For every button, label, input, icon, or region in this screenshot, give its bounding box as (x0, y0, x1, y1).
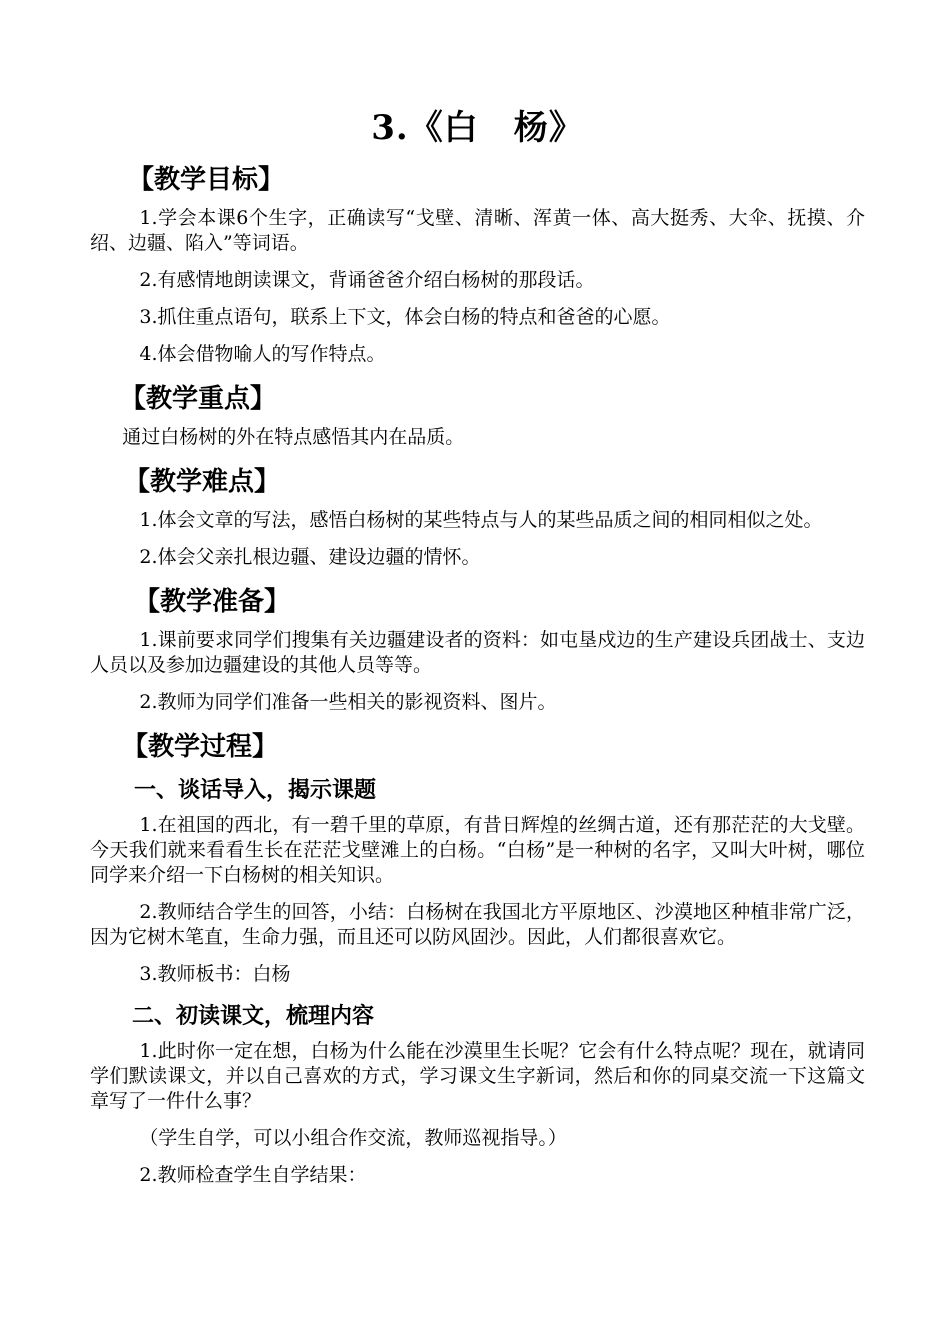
difficulty-item: 1.体会文章的写法，感悟白杨树的某些特点与人的某些品质之间的相同相似之处。 (139, 509, 823, 531)
process-part2-item: 1.此时你一定在想，白杨为什么能在沙漠里生长呢？它会有什么特点呢？现在，就请同学们默读课文，并以自己喜欢的方式，学习课文生字新词，然后和你的同桌交流一下这篇文章写了一件什么事？ (90, 1040, 865, 1112)
process-part2-item: 2.教师检查学生自学结果： (139, 1164, 367, 1186)
preparation-item: 2.教师为同学们准备一些相关的影视资料、图片。 (139, 691, 557, 713)
objectives-heading: 【教学目标】 (128, 165, 285, 195)
key-points-heading: 【教学重点】 (120, 384, 277, 414)
objective-item: 4.体会借物喻人的写作特点。 (139, 343, 386, 365)
process-part2-heading: 二、初读课文，梳理内容 (132, 1004, 375, 1029)
process-part1-item: 3.教师板书：白杨 (139, 963, 291, 985)
process-part1-heading: 一、谈话导入，揭示课题 (134, 778, 377, 803)
process-part2-item: （学生自学，可以小组合作交流，教师巡视指导。） (139, 1127, 567, 1149)
document-page (90, 100, 865, 1200)
difficulty-item: 2.体会父亲扎根边疆、建设边疆的情怀。 (139, 546, 481, 568)
process-part1-item: 1.在祖国的西北，有一碧千里的草原，有昔日辉煌的丝绸古道，还有那茫茫的大戈壁。今天我们就来看看生长在茫茫戈壁滩上的白杨。“白杨”是一种树的名字，又叫大叶树，哪位同学来介绍一下白杨树的相关知识。 (90, 814, 865, 886)
objective-item: 1.学会本课6个生字，正确读写“戈壁、清晰、浑黄一体、高大挺秀、大伞、抚摸、介绍、边疆、陷入”等词语。 (90, 207, 865, 254)
objective-item: 3.抓住重点语句，联系上下文，体会白杨的特点和爸爸的心愿。 (139, 306, 671, 328)
preparation-item: 1.课前要求同学们搜集有关边疆建设者的资料：如屯垦戍边的生产建设兵团战士、支边人员以及参加边疆建设的其他人员等等。 (90, 629, 865, 676)
objective-item: 2.有感情地朗读课文，背诵爸爸介绍白杨树的那段话。 (139, 269, 595, 291)
key-point-item: 通过白杨树的外在特点感悟其内在品质。 (122, 426, 465, 448)
difficulties-heading: 【教学难点】 (124, 467, 281, 497)
preparation-heading: 【教学准备】 (134, 587, 291, 617)
process-heading: 【教学过程】 (122, 732, 279, 762)
process-part1-item: 2.教师结合学生的回答，小结：白杨树在我国北方平原地区、沙漠地区种植非常广泛，因为它树木笔直，生命力强，而且还可以防风固沙。因此，人们都很喜欢它。 (90, 901, 865, 948)
page-title: 3.《白 杨》 (371, 108, 584, 148)
